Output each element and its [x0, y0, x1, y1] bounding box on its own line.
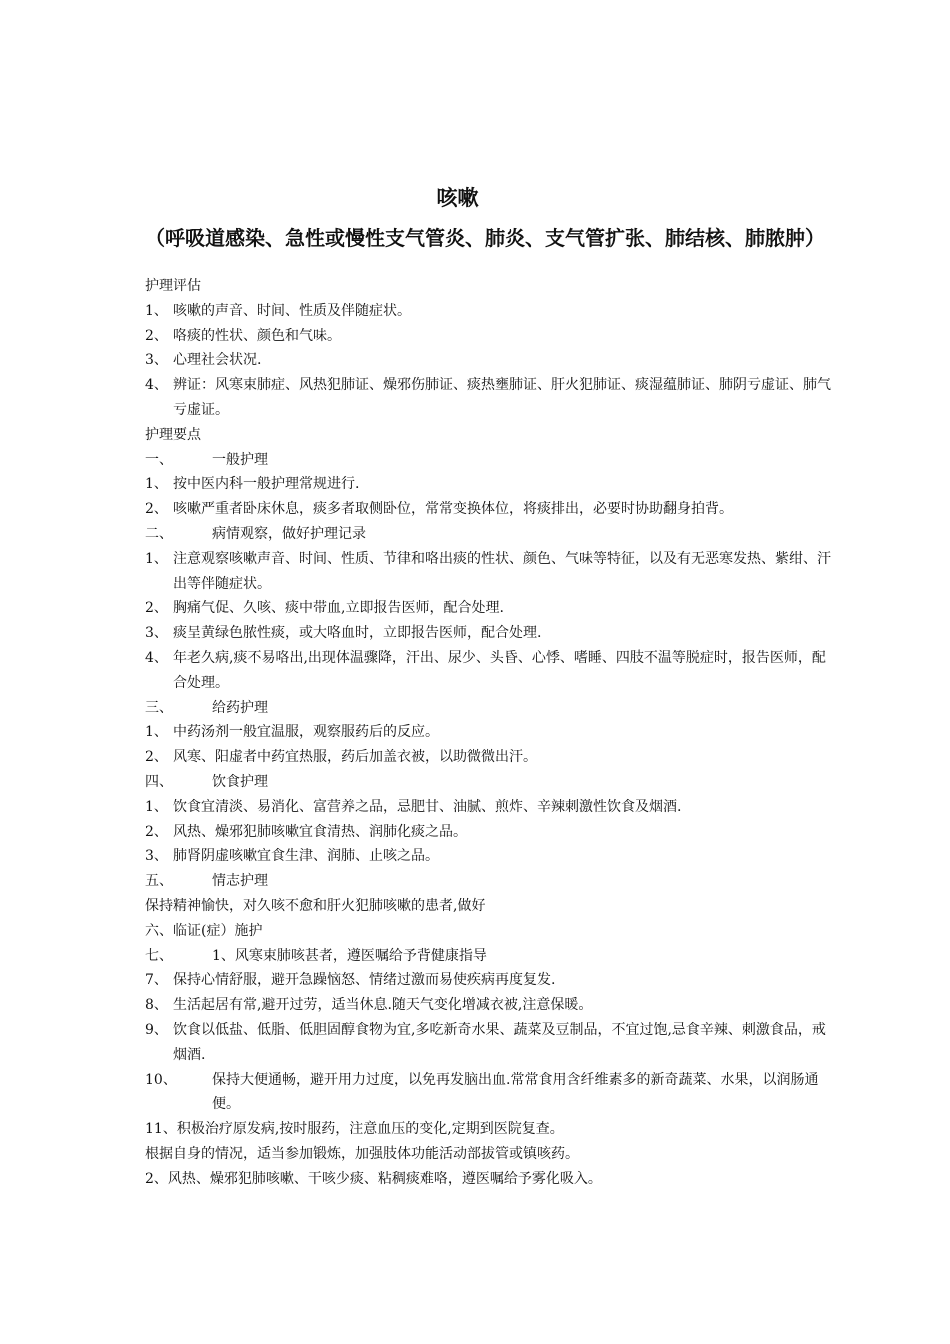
list-item: [145, 547, 835, 597]
text-line: 2、风热、燥邪犯肺咳嗽、干咳少痰、粘稠痰难咯，遵医嘱给予雾化吸入。: [145, 1170, 602, 1187]
list-item-number: 二、: [145, 525, 173, 542]
list-item-number: 4、: [145, 649, 168, 666]
list-item-number: 8、: [145, 997, 168, 1014]
list-item-number: 一、: [145, 451, 173, 468]
list-item-text: 咯痰的性状、颜色和气味。: [173, 327, 341, 344]
list-item: [145, 795, 835, 820]
text-line: 11、积极治疗原发病,按时服药，注意血压的变化,定期到医院复查。: [145, 1121, 564, 1138]
list-item: [145, 968, 835, 993]
list-item-text: 注意观察咳嗽声音、时间、性质、节律和咯出痰的性状、颜色、气味等特征，以及有无恶寒发热、紫绀、汗出等伴随症状。: [173, 550, 831, 592]
list-item-text: 饮食以低盐、低脂、低胆固醇食物为宜,多吃新奇水果、蔬菜及豆制品，不宜过饱,忌食辛辣、刺激食品，戒烟酒.: [173, 1021, 826, 1063]
list-item: [145, 348, 835, 373]
list-item-text: 年老久病,痰不易咯出,出现体温骤降，汗出、尿少、头昏、心悸、嗜睡、四肢不温等脱症时，报告医师，配合处理。: [173, 649, 826, 691]
list-item: [145, 820, 835, 845]
list-item-number: 2、: [145, 327, 168, 344]
list-item-number: 五、: [145, 873, 173, 890]
document-body: [145, 274, 835, 1191]
list-item-text: 饮食宜清淡、易消化、富营养之品，忌肥甘、油腻、煎炸、辛辣刺激性饮食及烟酒.: [173, 798, 682, 815]
page-title: 咳嗽: [436, 185, 479, 210]
list-item-text: 胸痛气促、久咳、痰中带血,立即报告医师，配合处理.: [173, 600, 504, 617]
list-item: [145, 324, 835, 349]
list-item-text: 饮食护理: [212, 773, 268, 790]
list-item-number: 1、: [145, 724, 168, 741]
text-line: 护理评估: [145, 278, 201, 294]
list-item-text: 1、风寒束肺咳甚者，遵医嘱给予背健康指导: [212, 947, 487, 964]
page-subtitle: （呼吸道感染、急性或慢性支气管炎、肺炎、支气管扩张、肺结核、肺脓肿）: [145, 226, 825, 250]
list-item-text: 情志护理: [212, 873, 268, 890]
text-line: 护理要点: [145, 426, 201, 443]
list-item: [145, 448, 835, 473]
list-item: [145, 696, 835, 721]
list-item-number: 4、: [145, 377, 168, 394]
list-item-text: 痰呈黄绿色脓性痰，或大咯血时，立即报告医师，配合处理.: [173, 625, 542, 642]
list-item-text: 中药汤剂一般宜温服，观察服药后的反应。: [173, 724, 439, 741]
list-item-number: 3、: [145, 848, 168, 865]
list-item-number: 3、: [145, 352, 168, 369]
list-item-text: 风寒、阳虚者中药宜热服，药后加盖衣被，以助微微出汗。: [173, 749, 537, 766]
text-line: 根据自身的情况，适当参加锻炼，加强肢体功能活动部拔管或镇咳药。: [145, 1145, 579, 1162]
list-item: [145, 869, 835, 894]
list-item-number: 2、: [145, 749, 168, 766]
list-item-text: 保持大便通畅，避开用力过度，以免再发脑出血.常常食用含纤维素多的新奇蔬菜、水果，以润肠通便。: [212, 1071, 819, 1113]
list-item-number: 1、: [145, 302, 168, 319]
list-item: [145, 522, 835, 547]
list-item-number: 七、: [145, 947, 173, 964]
list-item-number: 2、: [145, 823, 168, 840]
list-item-number: 2、: [145, 501, 168, 518]
list-item-number: 1、: [145, 798, 168, 815]
list-item-number: 9、: [145, 1021, 168, 1038]
list-item-text: 生活起居有常,避开过劳，适当休息.随天气变化增减衣被,注意保暖。: [173, 997, 593, 1014]
list-item: [145, 844, 835, 869]
list-item-text: 按中医内科一般护理常规进行.: [173, 476, 360, 493]
list-item: [145, 497, 835, 522]
list-item: [145, 596, 835, 621]
list-item-text: 肺肾阴虚咳嗽宜食生津、润肺、止咳之品。: [173, 848, 439, 865]
list-item: [145, 472, 835, 497]
list-item-number: 1、: [145, 550, 168, 567]
list-item-text: 病情观察，做好护理记录: [212, 525, 366, 542]
list-item: [145, 621, 835, 646]
list-item: [145, 373, 835, 423]
list-item: [145, 944, 835, 969]
list-item-text: 心理社会状况.: [173, 352, 262, 369]
list-item-text: 风热、燥邪犯肺咳嗽宜食清热、润肺化痰之品。: [173, 823, 467, 840]
list-item-text: 咳嗽的声音、时间、性质及伴随症状。: [173, 302, 411, 319]
text-line: 保持精神愉快，对久咳不愈和肝火犯肺咳嗽的患者,做好: [145, 897, 486, 914]
text-line: 六、临证(症）施护: [145, 922, 263, 939]
list-item-text: 辨证：风寒束肺症、风热犯肺证、燥邪伤肺证、痰热壅肺证、肝火犯肺证、痰湿蕴肺证、肺阴亏虚证、肺气亏虚证。: [173, 377, 831, 418]
list-item: [145, 720, 835, 745]
list-item-number: 7、: [145, 972, 168, 989]
list-item-text: 保持心情舒服，避开急躁恼怒、情绪过激而易使疾病再度复发.: [173, 972, 556, 989]
list-item: [145, 745, 835, 770]
list-item-number: 1、: [145, 476, 168, 493]
list-item: [145, 1068, 835, 1118]
list-item-number: 10、: [145, 1071, 177, 1088]
list-item-text: 咳嗽严重者卧床休息，痰多者取侧卧位，常常变换体位，将痰排出，必要时协助翻身拍背。: [173, 501, 733, 518]
list-item-text: 一般护理: [212, 451, 268, 468]
list-item: [145, 299, 835, 324]
list-item: [145, 770, 835, 795]
list-item-number: 三、: [145, 699, 173, 716]
list-item: [145, 1018, 835, 1068]
list-item: [145, 646, 835, 696]
list-item-text: 给药护理: [212, 699, 268, 716]
list-item-number: 2、: [145, 600, 168, 617]
list-item-number: 四、: [145, 773, 173, 790]
list-item: [145, 993, 835, 1018]
list-item-number: 3、: [145, 625, 168, 642]
